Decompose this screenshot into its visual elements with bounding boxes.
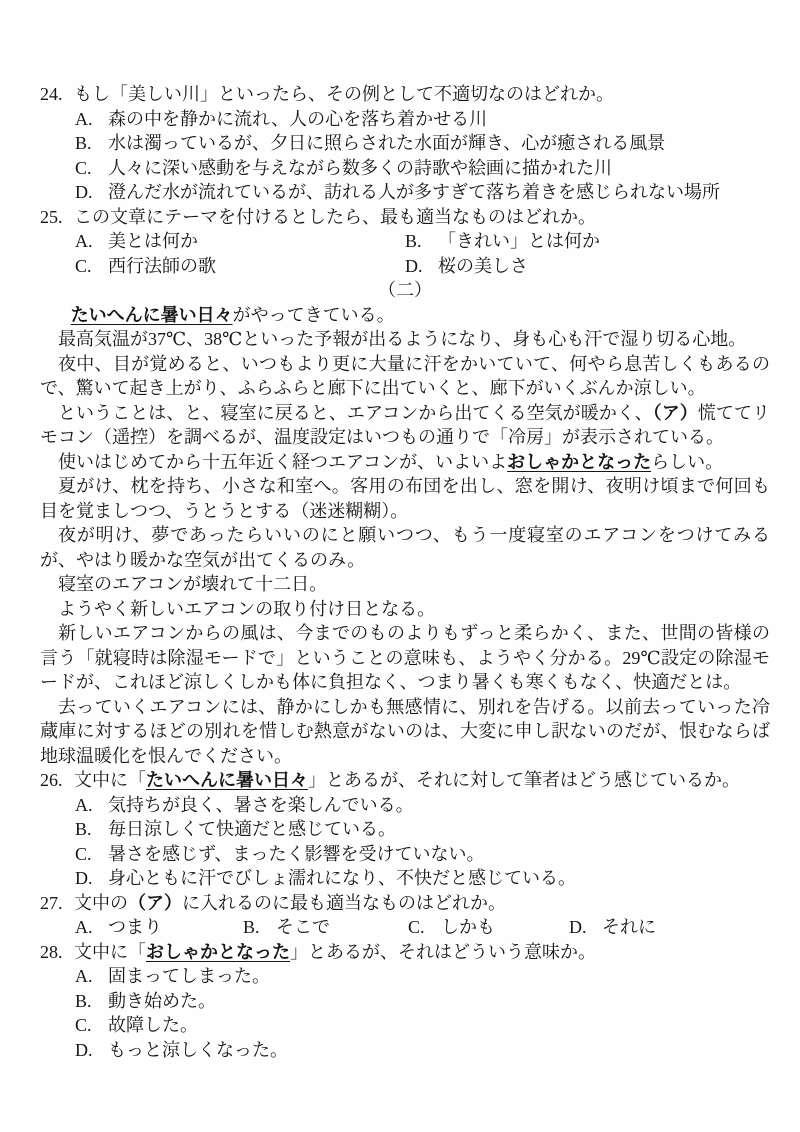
question-28-option-b [40, 989, 770, 1014]
section-header: （二） [378, 280, 432, 300]
option-text: 気持ちが良く、暑さを楽しんでいる。 [108, 794, 414, 815]
option-text: 水は濁っているが、夕日に照らされた水面が輝き、心が癒される風景 [108, 133, 666, 153]
question-28 [40, 940, 770, 1063]
question-24-option-c [40, 156, 770, 181]
question-24-option-a [40, 107, 770, 132]
option-text: しかも [441, 917, 495, 937]
option-text: 人々に深い感動を与えながら数多くの詩歌や絵画に描かれた川 [108, 157, 612, 178]
option-label: A. [75, 917, 93, 937]
question-26-option-b [40, 817, 770, 842]
question-28-number: 28. [40, 941, 63, 962]
question-26-option-c [40, 842, 770, 867]
question-28-option-d [40, 1038, 770, 1063]
option-text: それに [602, 917, 656, 937]
question-24-number: 24. [40, 84, 63, 104]
question-27-option-a [75, 915, 243, 940]
underlined-phrase: おしゃかとなった [507, 451, 652, 472]
option-text: 身心ともに汗でびしょ濡れになり、不快だと感じている。 [108, 868, 576, 888]
question-25-option-b [405, 229, 770, 254]
option-text: 西行法師の歌 [108, 255, 216, 276]
question-26 [40, 768, 770, 891]
question-27-option-d [569, 915, 656, 940]
question-26-number: 26. [40, 770, 63, 790]
passage-text: 慌ててリモコン（遥控）を調べるが、温度設定はいつもの通りで「冷房」が表示されている。 [40, 402, 771, 447]
question-27-number: 27. [40, 892, 63, 913]
passage-paragraph-4 [40, 401, 770, 450]
question-27 [40, 891, 770, 940]
blank-marker-a: （ア） [652, 402, 698, 423]
question-24-option-d [40, 180, 770, 205]
underlined-phrase: たいへんに暑い日々 [146, 770, 308, 790]
blank-marker-a: （ア） [128, 892, 182, 913]
question-26-stem [74, 768, 770, 793]
passage-text: 使いはじめてから十五年近く経つエアコンが、いよいよ [58, 451, 508, 472]
question-24-stem-row [40, 82, 770, 107]
underlined-phrase: たいへんに暑い日々 [70, 304, 233, 325]
option-text: 暑さを感じず、まったく影響を受けていない。 [108, 843, 485, 864]
question-27-options [75, 915, 770, 940]
option-label: A. [75, 108, 93, 129]
option-label: C. [408, 917, 425, 937]
page-content [40, 82, 770, 1062]
option-label: D. [405, 255, 423, 276]
reading-passage [40, 303, 770, 769]
option-label: B. [75, 990, 92, 1011]
option-text: 固まってしまった。 [108, 966, 270, 986]
passage-paragraph-3: 夜中、目が覚めると、いつもより更に大量に汗をかいていて、何やら息苦しくもあるので、驚いて起き上がり、ふらふらと廊下に出ていくと、廊下がいくぶんか涼しい。 [40, 353, 770, 398]
option-text: 「きれい」とは何か [438, 231, 600, 251]
passage-paragraph-1 [40, 303, 770, 328]
option-label: C. [75, 843, 92, 864]
question-26-stem-row [40, 768, 770, 793]
option-label: D. [569, 917, 587, 937]
question-27-stem-row [40, 891, 770, 916]
passage-paragraph-7: 夜が明け、夢であったらいいのにと願いつつ、もう一度寝室のエアコンをつけてみるが、やはり暖かな空気が出てくるのみ。 [40, 525, 770, 570]
option-text: そこで [276, 917, 330, 937]
option-label: A. [75, 231, 93, 251]
stem-text: 」とあるが、それはどういう意味か。 [290, 941, 596, 962]
option-text: 故障した。 [108, 1015, 198, 1035]
question-24-stem: もし「美しい川」といったら、その例として不適切なのはどれか。 [74, 84, 614, 104]
passage-paragraph-2: 最高気温が37℃、38℃といった予報が出るようになり、身も心も汗で湿り切る心地。 [58, 329, 747, 349]
option-text: 桜の美しさ [438, 255, 528, 276]
underlined-phrase: おしゃかとなった [146, 941, 290, 962]
stem-text: 」とあるが、それに対して筆者はどう感じているか。 [308, 770, 740, 790]
option-label: D. [75, 182, 93, 202]
option-label: A. [75, 794, 93, 815]
passage-text: がやってきている。 [232, 304, 395, 325]
option-text: 毎日涼しくて快適だと感じている。 [108, 819, 396, 839]
option-label: B. [243, 917, 260, 937]
passage-paragraph-8: 寝室のエアコンが壊れて十二日。 [58, 574, 328, 594]
passage-paragraph-9: ようやく新しいエアコンの取り付け日となる。 [58, 598, 436, 619]
option-text: つまり [108, 917, 162, 937]
passage-text: らしい。 [651, 451, 724, 472]
option-label: B. [75, 133, 92, 153]
option-label: B. [75, 819, 92, 839]
question-28-stem [74, 940, 770, 965]
option-text: 動き始めた。 [108, 990, 216, 1011]
question-26-option-a [40, 793, 770, 818]
question-28-stem-row [40, 940, 770, 965]
passage-paragraph-5 [40, 450, 770, 475]
question-25-option-a [75, 229, 405, 254]
passage-paragraph-6: 夏がけ、枕を持ち、小さな和室へ。客用の布団を出し、窓を開け、夜明け頃まで何回も目を覚ましつつ、うとうとする（迷迷糊糊）。 [40, 476, 770, 521]
question-28-option-a [40, 964, 770, 989]
passage-text: ということは、と、寝室に戻ると、エアコンから出てくる空気が暖かく、 [58, 402, 653, 423]
option-label: A. [75, 966, 93, 986]
stem-text: 文中に「 [74, 770, 146, 790]
option-text: 美とは何か [108, 231, 198, 251]
passage-paragraph-10: 新しいエアコンからの風は、今までのものよりもずっと柔らかく、また、世間の皆様の言う「就寝時は除湿モードで」ということの意味も、ようやく分かる。29℃設定の除湿モードが、これほど涼しくしかも体に負担なく、つまり暑くも寒くもなく、快適だとは。 [40, 623, 770, 692]
question-25 [40, 205, 770, 279]
option-label: C. [75, 1015, 92, 1035]
option-text: 澄んだ水が流れているが、訪れる人が多すぎて落ち着きを感じられない場所 [108, 182, 720, 202]
question-28-option-c [40, 1013, 770, 1038]
option-text: 森の中を静かに流れ、人の心を落ち着かせる川 [108, 108, 488, 129]
stem-text: 文中に「 [74, 941, 146, 962]
stem-text: に入れるのに最も適当なものはどれか。 [182, 892, 506, 913]
question-25-number: 25. [40, 206, 63, 227]
question-27-option-c [408, 915, 569, 940]
question-26-option-d [40, 866, 770, 891]
option-label: B. [405, 231, 422, 251]
passage-paragraph-11: 去っていくエアコンには、静かにしかも無感情に、別れを告げる。以前去っていった冷蔵庫に対するほどの別れを惜しむ熱意がないのは、大変に申し訳ないのだが、恨むならば地球温暖化を恨んでください。 [40, 696, 770, 766]
option-label: C. [75, 157, 92, 178]
option-label: C. [75, 255, 92, 276]
option-label: D. [75, 868, 93, 888]
question-27-option-b [243, 915, 408, 940]
question-24 [40, 82, 770, 205]
question-27-stem [74, 891, 770, 916]
question-24-option-b [40, 131, 770, 156]
option-label: D. [75, 1039, 93, 1060]
option-text: もっと涼しくなった。 [108, 1039, 288, 1060]
question-25-option-d [405, 254, 770, 279]
question-25-options [75, 229, 770, 278]
question-25-option-c [75, 254, 405, 279]
stem-text: 文中の [74, 892, 128, 913]
question-25-stem-row [40, 205, 770, 230]
question-25-stem: この文章にテーマを付けるとしたら、最も適当なものはどれか。 [74, 206, 596, 227]
